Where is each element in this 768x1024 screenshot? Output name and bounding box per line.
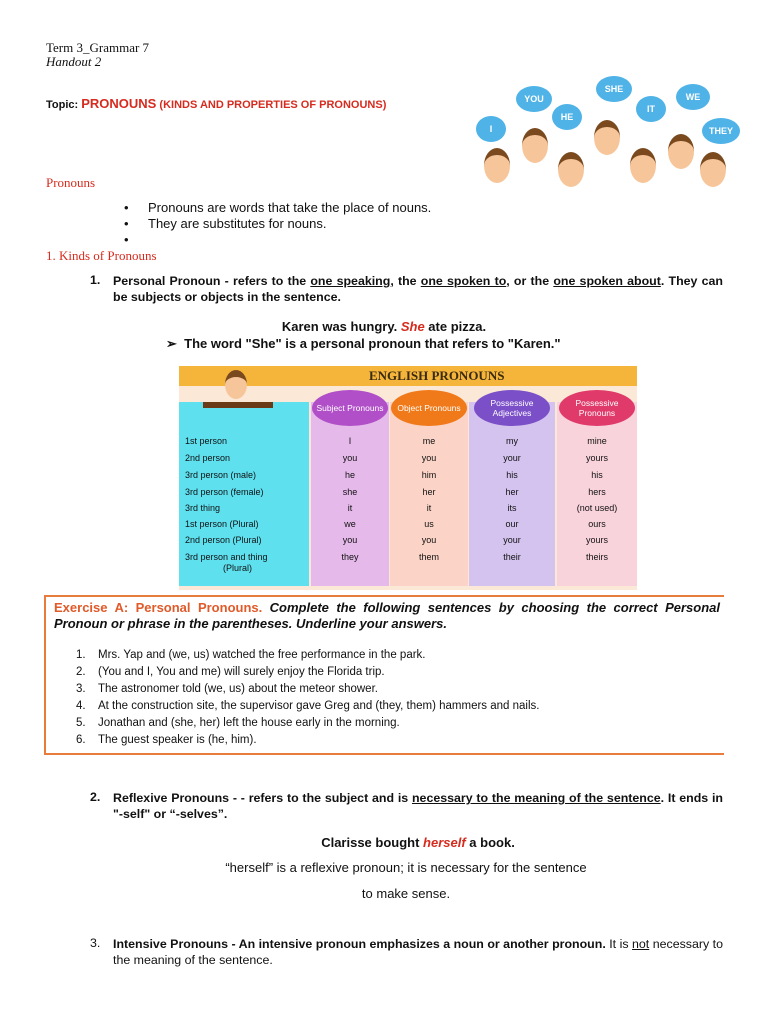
topic-line <box>46 96 386 111</box>
pronoun-table-cell: we <box>344 519 356 529</box>
personal-number: 1. <box>90 273 101 287</box>
desk-icon <box>203 402 273 408</box>
pronoun-row-label: 3rd person (male) <box>185 470 257 480</box>
topic-sub: (KINDS AND PROPERTIES OF PRONOUNS) <box>159 99 387 111</box>
pronoun-table-cell: theirs <box>585 552 608 562</box>
exercise-box <box>44 595 724 755</box>
pronoun-table-cell: me <box>422 436 436 446</box>
reflexive-explanation-1: “herself” is a reflexive pronoun; it is necessary for the sentence <box>225 860 587 875</box>
definition-bullets <box>124 200 431 232</box>
teacher-icon <box>225 370 247 399</box>
pronoun-table-cell: it <box>426 503 432 513</box>
topic-label: Topic: <box>46 99 82 111</box>
reflexive-explanation-2: to make sense. <box>361 886 451 901</box>
header-line-1: Term 3_Grammar 7 <box>46 40 150 55</box>
pronoun-table-cell: he <box>344 470 355 480</box>
pronoun-table-cell: his <box>506 470 518 480</box>
pronoun-row-label: 3rd person (female) <box>185 487 264 497</box>
exercise-item: 4. At the construction site, the supervisor gave Greg and (they, them) hammers and nails. <box>76 700 540 712</box>
kid-2 <box>522 128 548 163</box>
pronoun-table-cell: us <box>424 519 434 529</box>
bubble-you: YOU <box>516 86 552 112</box>
pronoun-row-label: 2nd person <box>185 453 231 463</box>
bubble-i: I <box>476 116 506 142</box>
exercise-instructions: Complete the following sentences by choosing the correct Personal Pronoun or phrase in the parentheses. Underline your answers. <box>54 600 720 631</box>
pronoun-table-cell: my <box>506 436 518 446</box>
exercise-title <box>54 600 720 632</box>
bubble-they: THEY <box>702 118 740 144</box>
reflexive-definition: Reflexive Pronouns - - refers to the subject and is necessary to the meaning of the sentence. It ends in "-self" or “-selves”. <box>113 791 724 821</box>
exercise-list <box>76 647 539 749</box>
pronoun-table-cell: she <box>342 487 358 497</box>
pronoun-table-cell: your <box>503 535 521 545</box>
exercise-item: 6. The guest speaker is (he, him). <box>76 734 257 746</box>
pronoun-table-cell: our <box>505 519 519 529</box>
reflexive-number: 2. <box>90 790 101 804</box>
pronoun-table-cell: them <box>418 552 439 562</box>
pronoun-table-cell: it <box>347 503 353 513</box>
pronoun-table-cell: you <box>342 535 358 545</box>
kid-6 <box>668 134 694 169</box>
arrow-icon: ➢ <box>166 336 177 351</box>
pronoun-table-cell: ours <box>588 519 606 529</box>
pronoun-table-title: ENGLISH PRONOUNS <box>369 368 505 383</box>
pronoun-table-cell: his <box>591 470 603 480</box>
topic-main: PRONOUNS <box>81 96 157 111</box>
reflexive-example: Clarisse bought herself a book. <box>321 835 515 850</box>
pronoun-table-cell: their <box>503 552 521 562</box>
kid-1 <box>484 148 510 183</box>
bubble-we: WE <box>676 84 710 110</box>
pronoun-table-cell: you <box>342 453 358 463</box>
pronoun-row-label: 3rd person and thing <box>185 552 268 562</box>
reflexive-term: Reflexive Pronouns - <box>113 791 237 805</box>
kid-4 <box>594 120 620 155</box>
exercise-item: 1. Mrs. Yap and (we, us) watched the free performance in the park. <box>76 649 426 661</box>
pronoun-table-title-bar <box>179 366 637 386</box>
header-line-2: Handout 2 <box>46 54 102 69</box>
pronoun-table-cell: (not used) <box>576 503 618 513</box>
kid-7 <box>700 152 726 187</box>
bubble-he: HE <box>552 104 582 130</box>
pronoun-table-cell: your <box>503 453 521 463</box>
pronoun-row-label: 1st person <box>185 436 228 446</box>
bullet-2: • They are substitutes for nouns. <box>124 216 431 232</box>
pronoun-table-cell: hers <box>588 487 606 497</box>
pronoun-table-cell: mine <box>587 436 607 446</box>
bullet-1: • Pronouns are words that take the place of nouns. <box>124 200 431 216</box>
bubble-she: SHE <box>596 76 632 102</box>
pronoun-table-cell: I <box>348 436 352 446</box>
kid-5 <box>630 148 656 183</box>
pronoun-row-label: 1st person (Plural) <box>185 519 259 529</box>
pronoun-table-cell: him <box>421 470 437 480</box>
pronoun-table-cell: its <box>507 503 517 513</box>
exercise-item: 5. Jonathan and (she, her) left the house early in the morning. <box>76 717 400 729</box>
bubble-it: IT <box>636 96 666 122</box>
pronoun-table-cell: yours <box>585 535 608 545</box>
personal-example: Karen was hungry. She ate pizza. <box>281 319 487 334</box>
pronoun-table-cell: they <box>341 552 359 562</box>
intensive-term: Intensive Pronouns - <box>113 937 236 951</box>
exercise-lead: Exercise A: Personal Pronouns. <box>54 600 263 615</box>
pronoun-column-header: Possessive Pronouns <box>559 390 635 426</box>
exercise-item: 2. (You and I, You and me) will surely enjoy the Florida trip. <box>76 666 385 678</box>
pronoun-table-cell: her <box>422 487 436 497</box>
pronoun-column-header: Possessive Adjectives <box>474 390 550 426</box>
intensive-number: 3. <box>90 936 101 950</box>
kinds-heading: 1. Kinds of Pronouns <box>46 248 157 263</box>
pronoun-row-label: (Plural) <box>223 563 253 573</box>
pronoun-table-cell: you <box>421 453 437 463</box>
pronouns-heading: Pronouns <box>46 175 96 190</box>
pronoun-row-label: 3rd thing <box>185 503 221 513</box>
exercise-item: 3. The astronomer told (we, us) about the meteor shower. <box>76 683 378 695</box>
pronoun-column-header: Object Pronouns <box>391 390 467 426</box>
english-pronouns-table <box>179 366 637 590</box>
personal-definition: Personal Pronoun - refers to the one speaking, the one spoken to, or the one spoken about. They can be subjects or objects in the sentence. <box>113 274 723 304</box>
personal-note: ➢ The word "She" is a personal pronoun that refers to "Karen." <box>166 336 561 351</box>
pronoun-table-cell: her <box>505 487 519 497</box>
pronoun-column-header: Subject Pronouns <box>312 390 388 426</box>
pronoun-row-label: 2nd person (Plural) <box>185 535 262 545</box>
kids-pronoun-illustration <box>468 76 748 184</box>
personal-term: Personal Pronoun - <box>113 274 229 288</box>
pronoun-table-cell: you <box>421 535 437 545</box>
kid-3 <box>558 152 584 187</box>
intensive-definition: Intensive Pronouns - An intensive pronoun emphasizes a noun or another pronoun. It is not necessary to the meaning of the sentence. <box>113 937 723 967</box>
pronoun-table-cell: yours <box>585 453 608 463</box>
